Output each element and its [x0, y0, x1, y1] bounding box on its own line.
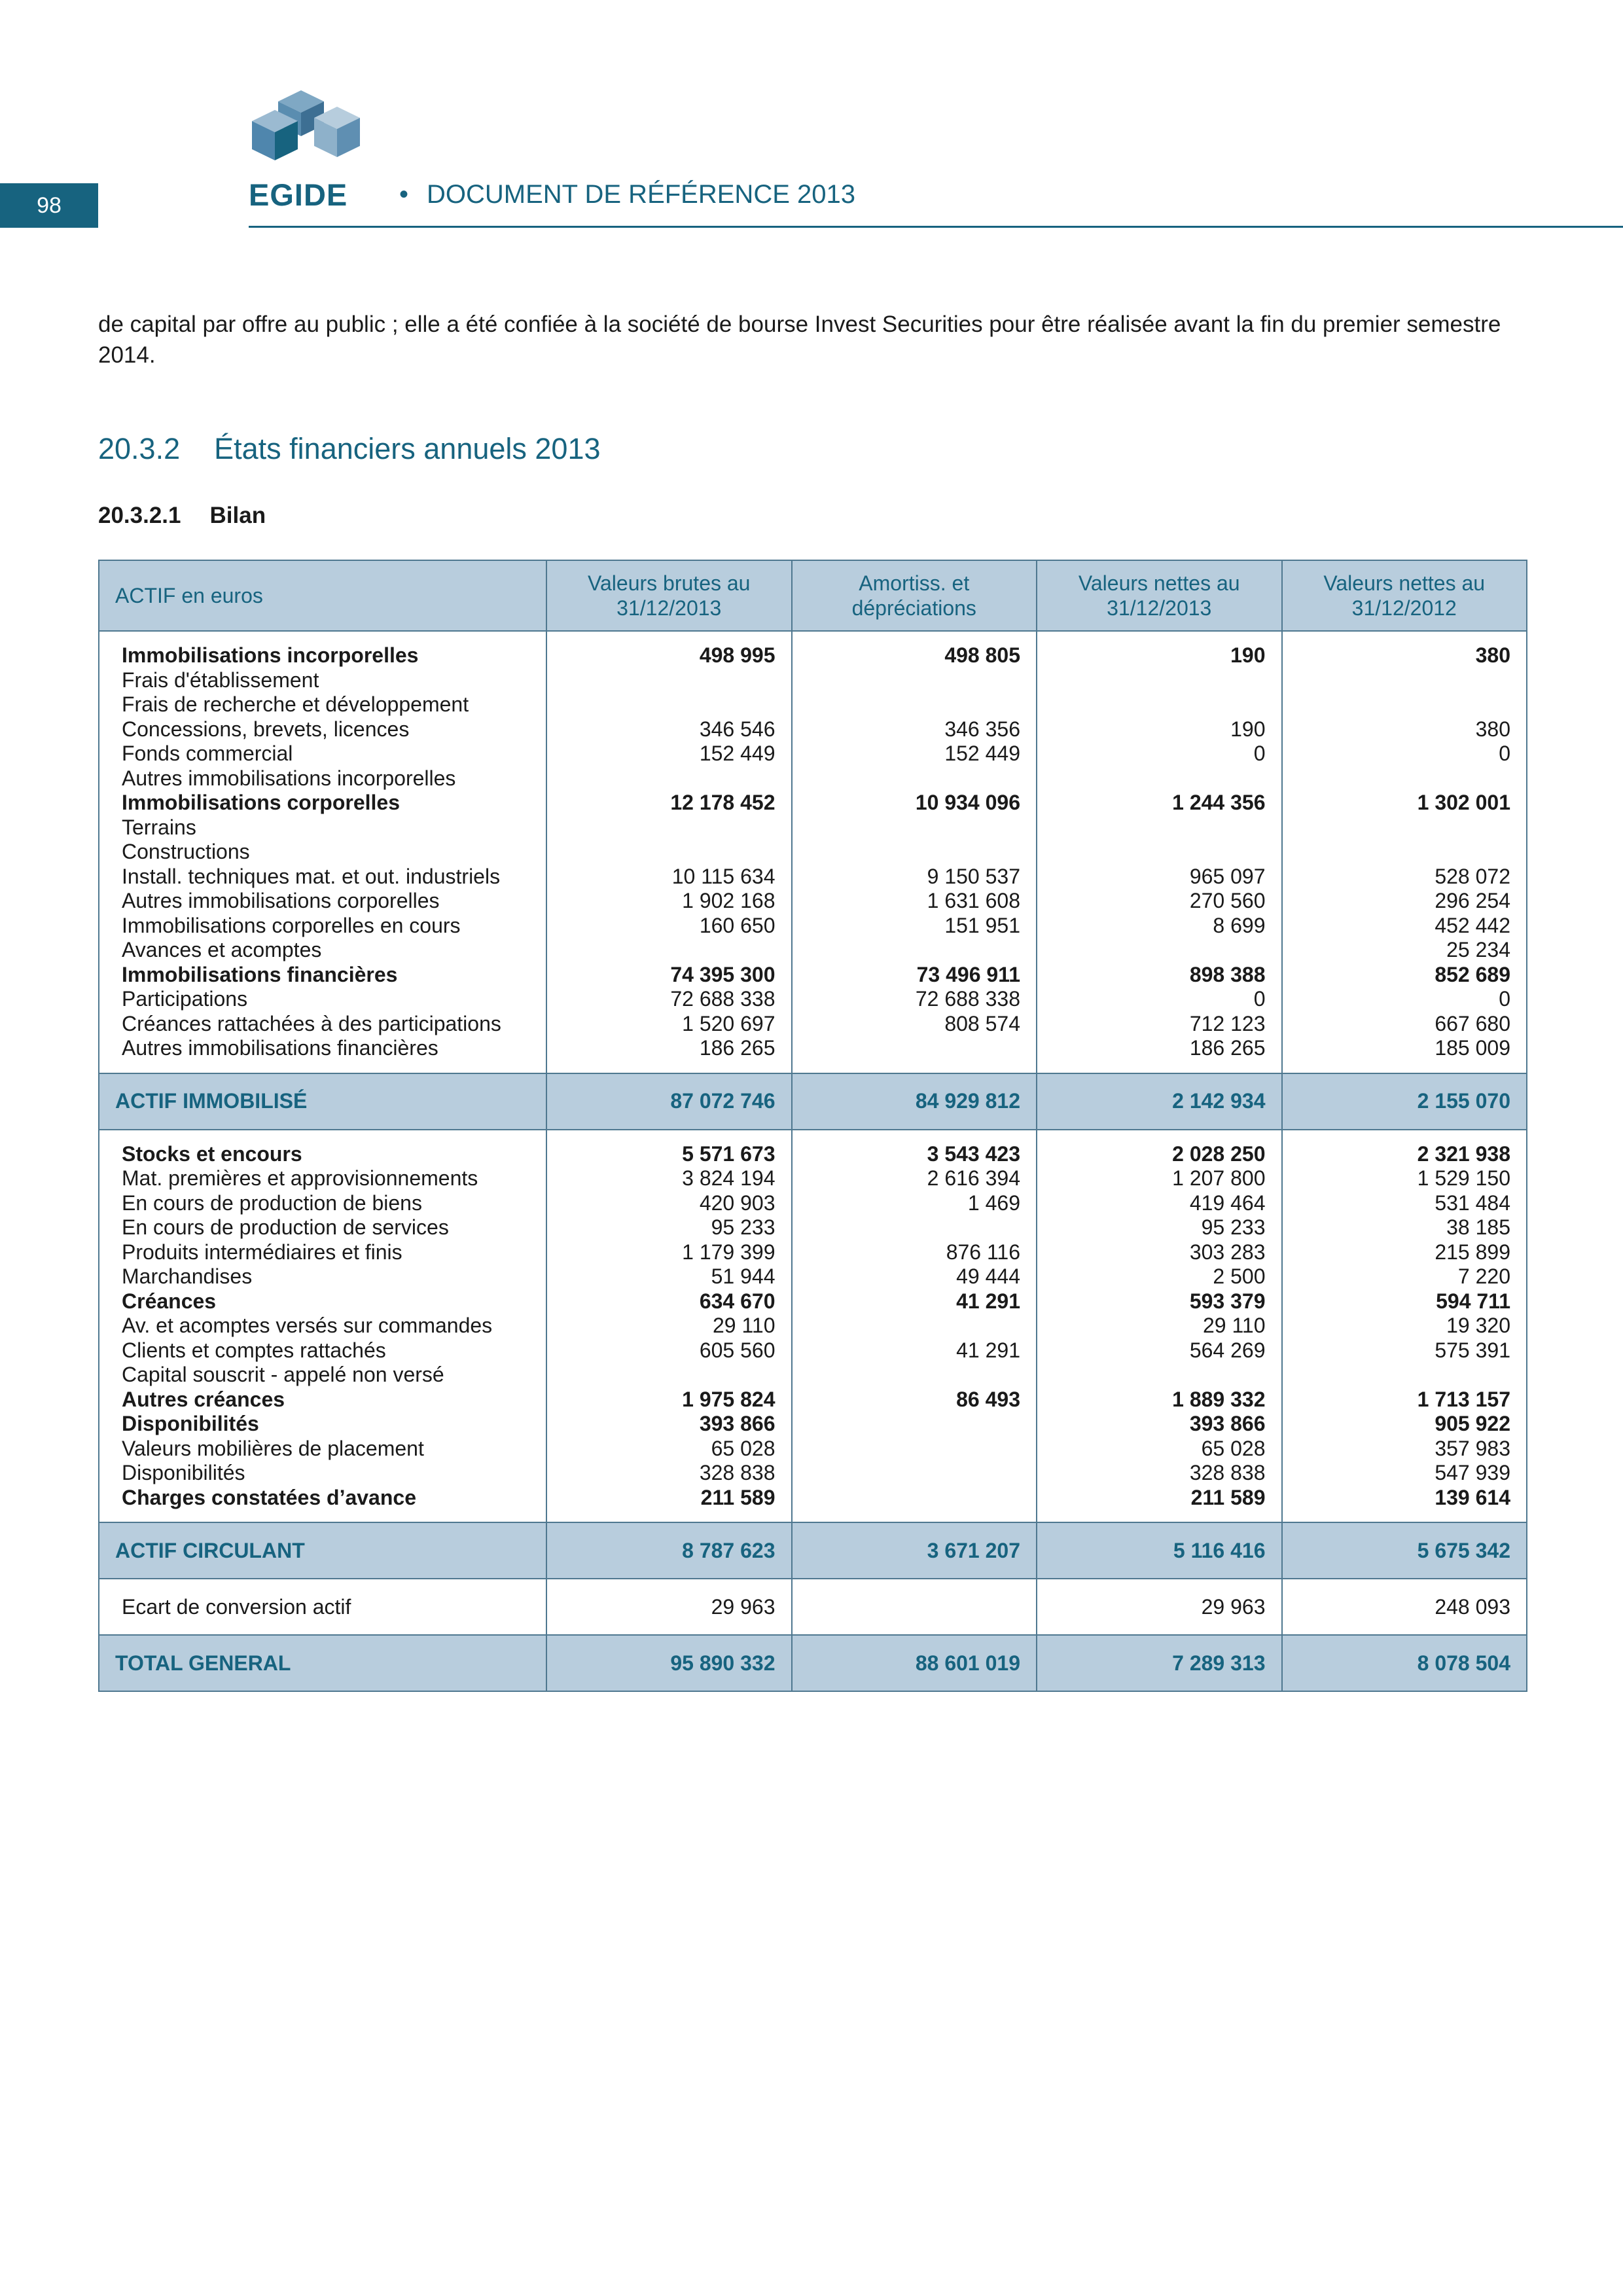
row-value: 1 469: [967, 1191, 1020, 1215]
row-value: [808, 692, 1021, 717]
row-value: 1 244 356: [1172, 791, 1266, 814]
row-value: [808, 1461, 1021, 1486]
row-value: [808, 1412, 1021, 1437]
row-value: 2 321 938: [1417, 1141, 1510, 1166]
row-label: Valeurs mobilières de placement: [122, 1436, 424, 1460]
fixed-assets-net-2012: [1282, 631, 1527, 1073]
total-value: 87 072 746: [546, 1073, 792, 1130]
column-header-actif: ACTIF en euros: [99, 560, 546, 631]
row-value: 1 179 399: [682, 1240, 776, 1264]
row-value: 420 903: [699, 1191, 776, 1215]
row-value: [563, 938, 776, 963]
row-value: 2 028 250: [1172, 1141, 1266, 1166]
row-value: 10 934 096: [915, 791, 1020, 814]
row-label: Immobilisations financières: [122, 962, 398, 986]
row-value: 72 688 338: [915, 987, 1020, 1011]
total-label: ACTIF IMMOBILISÉ: [99, 1073, 546, 1130]
row-label: Concessions, brevets, licences: [122, 717, 410, 741]
row-value: 328 838: [1189, 1461, 1266, 1484]
row-value: 248 093: [1282, 1579, 1527, 1635]
row-label: Autres immobilisations financières: [122, 1036, 438, 1060]
row-value: 0: [1499, 987, 1510, 1011]
row-value: [808, 1363, 1021, 1388]
page-number: 98: [0, 183, 98, 228]
row-label: Mat. premières et approvisionnements: [122, 1166, 478, 1190]
row-value: 211 589: [700, 1485, 776, 1509]
row-value: 1 975 824: [682, 1387, 776, 1411]
document-title: DOCUMENT DE RÉFÉRENCE 2013: [427, 180, 855, 209]
row-value: [808, 1486, 1021, 1511]
table-row: [99, 1130, 1527, 1523]
row-label: Immobilisations corporelles en cours: [122, 913, 461, 937]
row-label: Clients et comptes rattachés: [122, 1338, 386, 1362]
row-value: [1298, 816, 1511, 840]
row-value: 65 028: [1201, 1436, 1266, 1460]
row-value: 160 650: [699, 913, 776, 937]
row-value: 564 269: [1189, 1338, 1266, 1362]
egide-logo-cubes-icon: [249, 85, 366, 177]
row-label: Frais de recherche et développement: [122, 692, 469, 716]
row-label: Install. techniques mat. et out. industriels: [122, 864, 501, 888]
row-value: 296 254: [1435, 889, 1510, 912]
table-header-row: [99, 560, 1527, 631]
row-value: 346 546: [699, 717, 776, 741]
row-value: 0: [1253, 987, 1266, 1011]
row-value: 1 902 168: [682, 889, 776, 912]
row-value: [808, 938, 1021, 963]
row-value: 29 963: [1037, 1579, 1282, 1635]
row-value: 452 442: [1435, 913, 1510, 937]
fixed-assets-depreciation: [792, 631, 1037, 1073]
row-value: [563, 668, 776, 693]
row-label: Produits intermédiaires et finis: [122, 1240, 402, 1264]
row-label: En cours de production de services: [122, 1215, 449, 1239]
total-value: 8 787 623: [546, 1522, 792, 1579]
total-label: ACTIF CIRCULANT: [99, 1522, 546, 1579]
row-value: 3 824 194: [682, 1166, 776, 1190]
actif-immobilise-row: [99, 1073, 1527, 1130]
row-value: [1298, 766, 1511, 791]
row-value: 38 185: [1446, 1215, 1510, 1239]
current-assets-depreciation: [792, 1130, 1037, 1523]
row-value: 634 670: [699, 1289, 776, 1313]
current-assets-net-2013: [1037, 1130, 1282, 1523]
row-value: [1298, 668, 1511, 693]
brand-logo-text: EGIDE: [249, 177, 348, 212]
header-divider: [249, 226, 1623, 228]
row-value: 95 233: [711, 1215, 776, 1239]
row-value: 0: [1253, 742, 1266, 765]
total-value: 7 289 313: [1037, 1635, 1282, 1691]
row-value: [808, 1215, 1021, 1240]
row-value: 25 234: [1446, 938, 1510, 961]
row-value: [808, 766, 1021, 791]
row-value: 7 220: [1457, 1265, 1510, 1288]
row-value: 965 097: [1189, 864, 1266, 888]
row-value: 528 072: [1435, 864, 1510, 888]
row-value: 667 680: [1435, 1011, 1510, 1035]
row-value: 575 391: [1435, 1338, 1510, 1362]
row-value: 1 529 150: [1417, 1166, 1510, 1190]
row-value: [1298, 1363, 1511, 1388]
row-value: [808, 1437, 1021, 1462]
column-header-depreciation: Amortiss. et dépréciations: [792, 560, 1037, 631]
total-value: 88 601 019: [792, 1635, 1037, 1691]
row-label: Charges constatées d’avance: [122, 1485, 416, 1509]
row-value: 594 711: [1436, 1289, 1510, 1313]
row-value: [792, 1579, 1037, 1635]
row-label: Autres immobilisations corporelles: [122, 889, 440, 912]
section-number: 20.3.2: [98, 432, 181, 465]
row-value: [808, 668, 1021, 693]
row-label: Fonds commercial: [122, 742, 293, 765]
row-value: 593 379: [1189, 1289, 1266, 1313]
row-value: 1 713 157: [1417, 1387, 1510, 1411]
fixed-assets-net-2013: [1037, 631, 1282, 1073]
row-label: Créances rattachées à des participations: [122, 1011, 501, 1035]
row-label: Disponibilités: [122, 1412, 259, 1435]
row-value: 2 500: [1213, 1265, 1266, 1288]
row-value: 1 889 332: [1172, 1387, 1266, 1411]
row-value: 73 496 911: [916, 962, 1020, 986]
row-value: [563, 766, 776, 791]
row-value: [808, 816, 1021, 840]
row-label: Ecart de conversion actif: [99, 1579, 546, 1635]
row-value: 419 464: [1189, 1191, 1266, 1215]
row-label: Frais d'établissement: [122, 668, 319, 692]
row-value: 65 028: [711, 1436, 776, 1460]
row-value: 185 009: [1435, 1036, 1510, 1060]
total-value: 84 929 812: [792, 1073, 1037, 1130]
subsection-heading: [98, 503, 266, 529]
row-value: 186 265: [1189, 1036, 1266, 1060]
row-value: 86 493: [956, 1387, 1020, 1411]
fixed-assets-block: [99, 631, 1527, 1073]
fixed-assets-labels: [99, 631, 546, 1073]
current-assets-net-2012: [1282, 1130, 1527, 1523]
row-value: 270 560: [1189, 889, 1266, 912]
row-value: 12 178 452: [670, 791, 776, 814]
row-value: [1298, 840, 1511, 865]
row-value: 1 631 608: [927, 889, 1020, 912]
row-value: [563, 1363, 776, 1388]
document-header: [399, 180, 855, 209]
row-value: [808, 840, 1021, 865]
row-value: [563, 692, 776, 717]
row-value: 328 838: [699, 1461, 776, 1484]
row-label: Disponibilités: [122, 1461, 245, 1484]
row-value: 152 449: [699, 742, 776, 765]
row-value: 876 116: [946, 1240, 1020, 1264]
row-value: 393 866: [1189, 1412, 1266, 1435]
row-value: 905 922: [1435, 1412, 1510, 1435]
row-value: 139 614: [1435, 1485, 1510, 1509]
row-value: 152 449: [944, 742, 1020, 765]
subsection-number: 20.3.2.1: [98, 503, 181, 528]
total-value: 5 675 342: [1282, 1522, 1527, 1579]
row-label: Autres immobilisations incorporelles: [122, 766, 456, 790]
row-value: 531 484: [1435, 1191, 1510, 1215]
row-value: 2 616 394: [927, 1166, 1020, 1190]
row-value: [1053, 1363, 1266, 1388]
header-bullet: •: [399, 180, 409, 209]
row-value: 19 320: [1446, 1314, 1510, 1337]
row-value: 808 574: [944, 1011, 1020, 1035]
row-label: Participations: [122, 987, 248, 1011]
row-label: Av. et acomptes versés sur commandes: [122, 1314, 493, 1337]
row-value: [1053, 938, 1266, 963]
total-general-row: [99, 1635, 1527, 1691]
row-value: 8 699: [1213, 913, 1266, 937]
total-value: 95 890 332: [546, 1635, 792, 1691]
row-value: 1 520 697: [682, 1011, 776, 1035]
row-label: Créances: [122, 1289, 217, 1313]
row-label: Avances et acomptes: [122, 938, 322, 961]
column-header-net-2012: Valeurs nettes au 31/12/2012: [1282, 560, 1527, 631]
row-label: Constructions: [122, 840, 250, 863]
row-value: [808, 1036, 1021, 1061]
row-value: 3 543 423: [927, 1141, 1020, 1166]
row-label: Terrains: [122, 815, 196, 839]
row-value: 190: [1230, 643, 1266, 667]
row-value: [1053, 816, 1266, 840]
row-value: 151 951: [944, 913, 1020, 937]
row-value: 852 689: [1435, 962, 1510, 986]
balance-sheet-table-wrap: [98, 560, 1526, 1692]
row-value: 712 123: [1189, 1011, 1266, 1035]
row-value: 547 939: [1435, 1461, 1510, 1484]
row-value: 898 388: [1189, 962, 1266, 986]
row-value: 186 265: [699, 1036, 776, 1060]
row-label: Capital souscrit - appelé non versé: [122, 1363, 444, 1386]
row-value: 393 866: [699, 1412, 776, 1435]
row-value: 357 983: [1435, 1436, 1510, 1460]
section-title: États financiers annuels 2013: [214, 432, 601, 465]
row-label: En cours de production de biens: [122, 1191, 422, 1215]
row-value: 41 291: [956, 1289, 1020, 1313]
row-value: 72 688 338: [670, 987, 776, 1011]
row-value: 49 444: [956, 1265, 1020, 1288]
row-value: 498 805: [944, 643, 1020, 667]
row-value: [1053, 766, 1266, 791]
total-value: 2 155 070: [1282, 1073, 1527, 1130]
row-label: Marchandises: [122, 1265, 253, 1288]
section-heading: [98, 432, 601, 466]
row-value: 51 944: [711, 1265, 776, 1288]
column-header-gross: Valeurs brutes au 31/12/2013: [546, 560, 792, 631]
current-assets-block: [99, 1130, 1527, 1523]
total-value: 5 116 416: [1037, 1522, 1282, 1579]
current-assets-labels: [99, 1130, 546, 1523]
table-row: [99, 631, 1527, 1073]
row-value: 29 110: [1203, 1314, 1266, 1337]
row-value: [1053, 692, 1266, 717]
subsection-title: Bilan: [209, 503, 266, 528]
row-label: Stocks et encours: [122, 1141, 302, 1166]
row-value: [1053, 668, 1266, 693]
row-value: 0: [1499, 742, 1510, 765]
row-value: [563, 816, 776, 840]
row-value: 211 589: [1190, 1485, 1266, 1509]
column-header-net-2013: Valeurs nettes au 31/12/2013: [1037, 560, 1282, 631]
row-value: 5 571 673: [682, 1141, 776, 1166]
row-value: 29 110: [713, 1314, 776, 1337]
row-value: 41 291: [956, 1338, 1020, 1362]
row-value: [563, 840, 776, 865]
row-value: 303 283: [1189, 1240, 1266, 1264]
row-value: 190: [1230, 717, 1266, 741]
row-value: 346 356: [944, 717, 1020, 741]
row-value: 605 560: [699, 1338, 776, 1362]
row-value: 29 963: [546, 1579, 792, 1635]
row-value: 95 233: [1201, 1215, 1266, 1239]
row-value: 380: [1475, 717, 1510, 741]
row-value: 10 115 634: [671, 864, 776, 888]
total-value: 8 078 504: [1282, 1635, 1527, 1691]
actif-circulant-row: [99, 1522, 1527, 1579]
row-value: 1 207 800: [1172, 1166, 1266, 1190]
current-assets-gross: [546, 1130, 792, 1523]
fixed-assets-gross: [546, 631, 792, 1073]
row-value: [1053, 840, 1266, 865]
row-value: 498 995: [699, 643, 776, 667]
row-value: 1 302 001: [1417, 791, 1510, 814]
row-value: 215 899: [1435, 1240, 1510, 1264]
row-label: Immobilisations incorporelles: [122, 643, 419, 667]
row-value: [1298, 692, 1511, 717]
intro-paragraph: de capital par offre au public ; elle a été confiée à la société de bourse Invest Securities pour être réalisée avant la fin du premier semestre 2014.: [98, 312, 1501, 368]
total-value: 3 671 207: [792, 1522, 1037, 1579]
total-label: TOTAL GENERAL: [99, 1635, 546, 1691]
row-value: 74 395 300: [670, 962, 776, 986]
total-value: 2 142 934: [1037, 1073, 1282, 1130]
ecart-conversion-row: [99, 1579, 1527, 1635]
row-value: 380: [1475, 643, 1510, 667]
row-value: 9 150 537: [927, 864, 1020, 888]
balance-sheet-table: [98, 560, 1527, 1692]
row-label: Autres créances: [122, 1387, 285, 1411]
row-label: Immobilisations corporelles: [122, 791, 400, 814]
row-value: [808, 1314, 1021, 1338]
